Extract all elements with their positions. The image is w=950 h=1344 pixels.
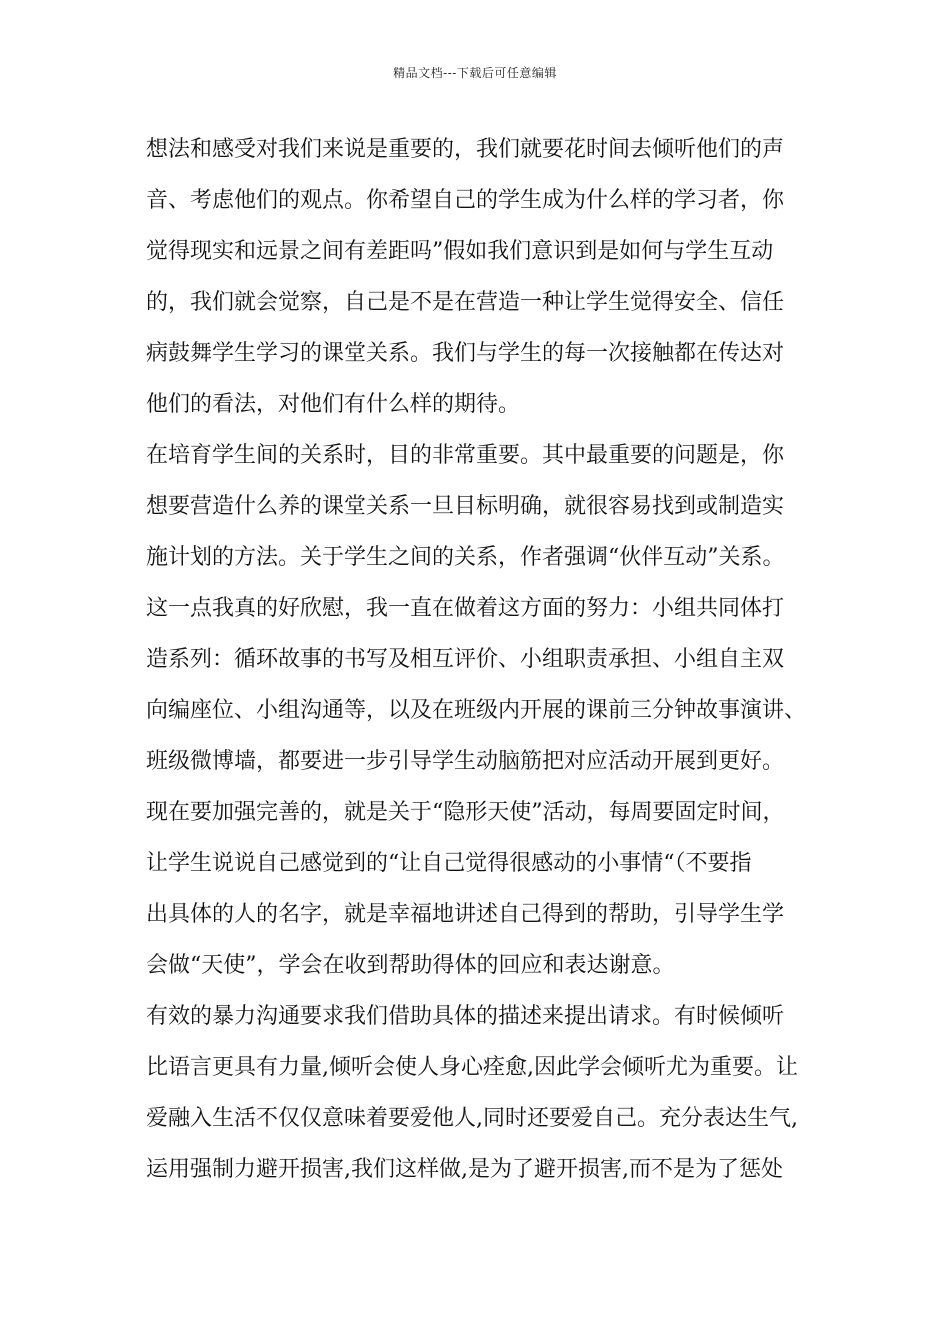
text-line: 在培育学生间的关系时，目的非常重要。其中最重要的问题是，你 [146, 443, 785, 468]
text-line: 的，我们就会觉察，自己是不是在营造一种让学生觉得安全、信任 [146, 290, 785, 315]
text-line: 想要营造什么养的课堂关系一旦目标明确，就很容易找到或制造实 [146, 494, 785, 519]
text-line: 让学生说说自己感觉到的“让自己觉得很感动的小事情“（不要指 [146, 851, 752, 876]
text-line: 有效的暴力沟通要求我们借助具体的描述来提出请求。有时候倾听 [146, 1004, 785, 1029]
text-line: 现在要加强完善的，就是关于“隐形天使”活动，每周要固定时间， [146, 800, 785, 825]
text-line: 向编座位、小组沟通等，以及在班级内开展的课前三分钟故事演讲、 [146, 698, 807, 723]
page-header: 精品文档---下载后可任意编辑 [393, 66, 557, 80]
text-line: 爱融入生活不仅仅意味着要爱他人,同时还要爱自己。充分表达生气, [146, 1106, 798, 1131]
text-line: 造系列：循环故事的书写及相互评价、小组职责承担、小组自主双 [146, 647, 785, 672]
text-line: 班级微博墙，都要进一步引导学生动脑筋把对应活动开展到更好。 [146, 749, 785, 774]
text-line: 会做“天使”，学会在收到帮助得体的回应和表达谢意。 [146, 953, 675, 978]
text-line: 病鼓舞学生学习的课堂关系。我们与学生的每一次接触都在传达对 [146, 341, 785, 366]
text-line: 比语言更具有力量,倾听会使人身心痊愈,因此学会倾听尤为重要。让 [146, 1055, 798, 1080]
text-line: 施计划的方法。关于学生之间的关系，作者强调“伙伴互动”关系。 [146, 545, 785, 570]
text-line: 想法和感受对我们来说是重要的，我们就要花时间去倾听他们的声 [146, 137, 785, 162]
text-line: 出具体的人的名字，就是幸福地讲述自己得到的帮助，引导学生学 [146, 902, 785, 927]
body-text [146, 124, 810, 1195]
text-line: 觉得现实和远景之间有差距吗”假如我们意识到是如何与学生互动 [146, 239, 774, 264]
text-line: 这一点我真的好欣慰，我一直在做着这方面的努力：小组共同体打 [146, 596, 785, 621]
text-line: 他们的看法，对他们有什么样的期待。 [146, 392, 521, 417]
text-line: 音、考虑他们的观点。你希望自己的学生成为什么样的学习者，你 [146, 188, 785, 213]
text-line: 运用强制力避开损害,我们这样做,是为了避开损害,而不是为了惩处 [146, 1157, 783, 1182]
